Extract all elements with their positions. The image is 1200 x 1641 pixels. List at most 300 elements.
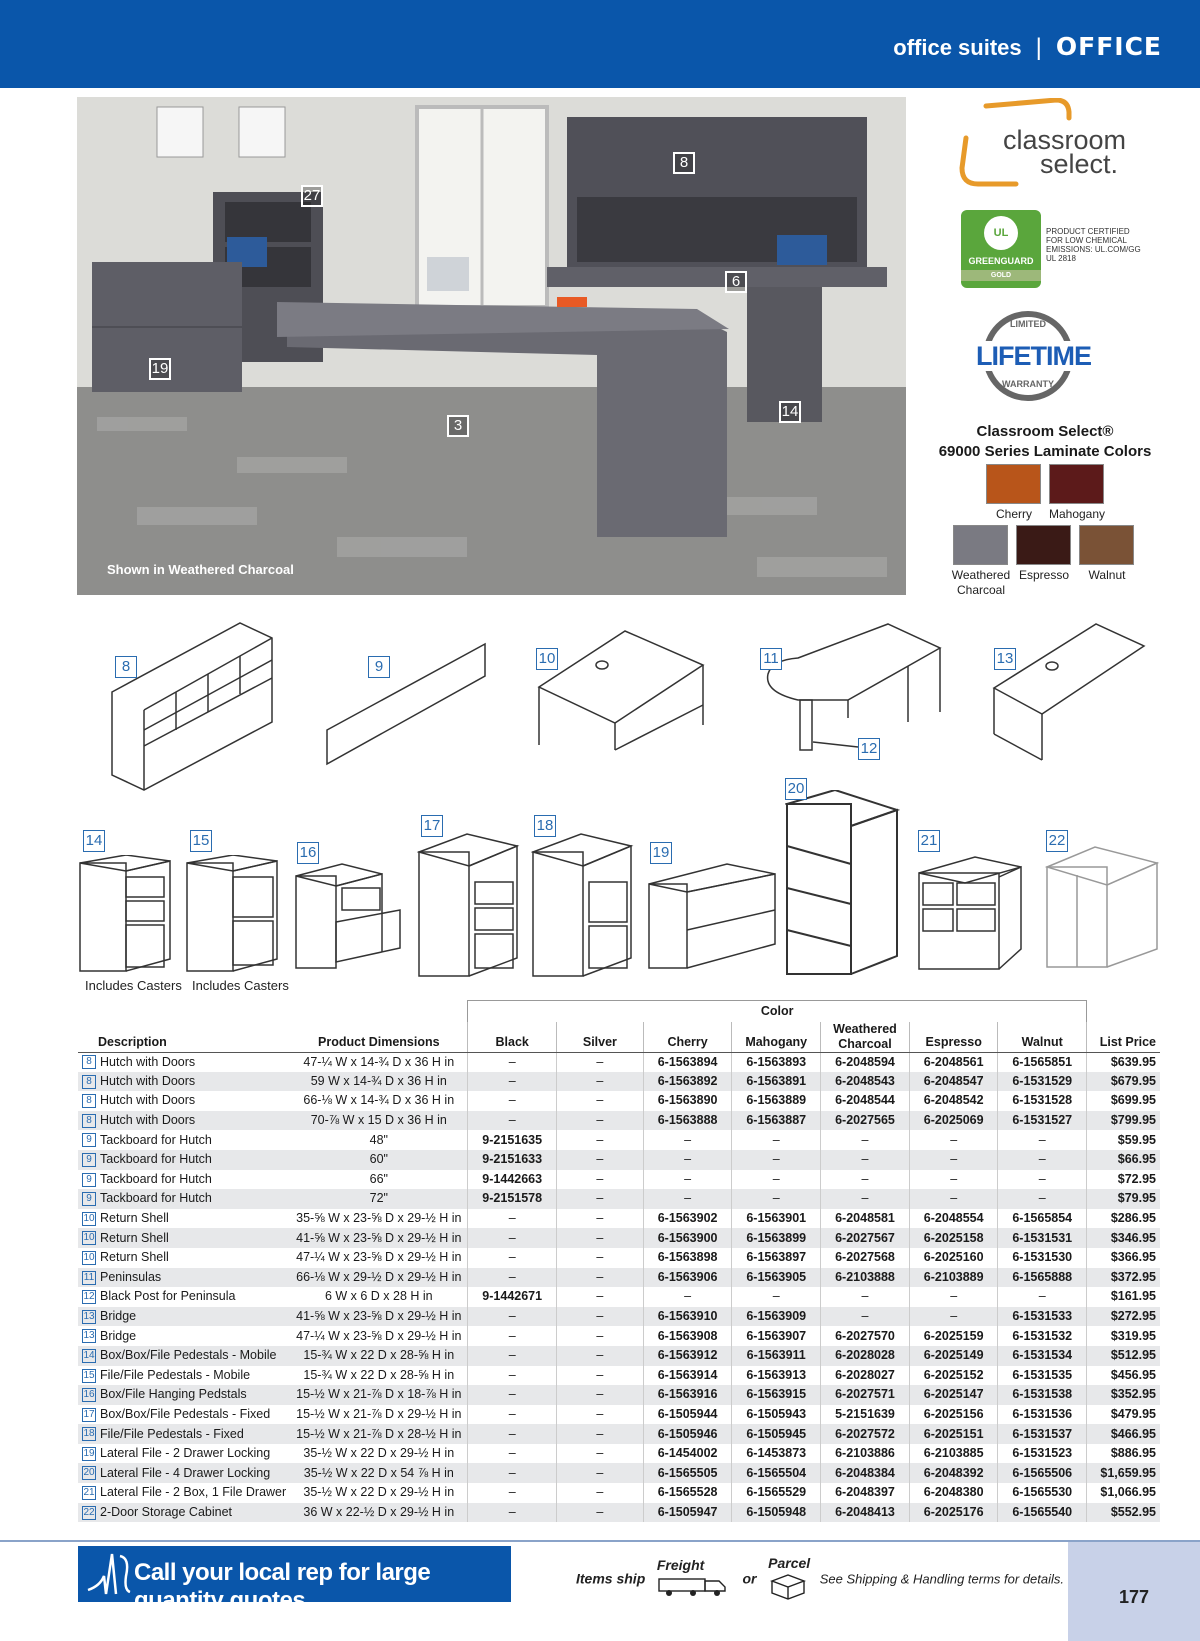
cell-silver: – [556, 1483, 643, 1503]
cell-silver: – [556, 1228, 643, 1248]
cell-description [78, 1444, 290, 1464]
drawing-box-box-file-mobile [78, 855, 173, 975]
cell-cherry: 6-1563916 [643, 1385, 732, 1405]
cell-weathered: 6-2048544 [821, 1091, 910, 1111]
drawing-lateral-file-2-drawer [647, 862, 777, 972]
callout-8: 8 [673, 152, 695, 174]
swatch-mahogany [1049, 464, 1104, 504]
cell-silver: – [556, 1170, 643, 1190]
cell-price: $59.95 [1087, 1130, 1160, 1150]
cell-description [78, 1346, 290, 1366]
row-description: Return Shell [100, 1211, 169, 1226]
drawing-peninsula [758, 622, 948, 762]
cell-espresso: – [909, 1307, 998, 1327]
cell-dims: 35-½ W x 22 D x 29-½ H in [303, 1485, 455, 1500]
cell-description [78, 1463, 290, 1483]
row-description: Tackboard for Hutch [100, 1132, 212, 1147]
cell-cherry: 6-1563900 [643, 1228, 732, 1248]
office-scene-illustration [77, 97, 906, 595]
row-description: Tackboard for Hutch [100, 1171, 212, 1186]
cell-silver: – [556, 1503, 643, 1523]
row-item-number: 9 [82, 1192, 96, 1206]
cell-cherry: 6-1563890 [643, 1091, 732, 1111]
cell-cherry: 6-1505947 [643, 1503, 732, 1523]
cell-espresso: 6-2025151 [909, 1424, 998, 1444]
cell-walnut: 6-1531529 [998, 1072, 1087, 1092]
cell-cherry: 6-1563914 [643, 1366, 732, 1386]
cell-description [78, 1189, 290, 1209]
lifetime-warranty-badge [976, 311, 1091, 401]
swatch-label-weathered-line-1: Weathered [951, 568, 1011, 582]
cell-mahogany: 6-1563901 [732, 1209, 821, 1229]
cell-weathered: 6-2027565 [821, 1111, 910, 1131]
cell-dims: 47-¼ W x 14-¾ D x 36 H in [303, 1054, 455, 1069]
cell-price: $79.95 [1087, 1189, 1160, 1209]
category-title: OFFICE [1055, 32, 1162, 61]
cell-weathered: 6-2028027 [821, 1366, 910, 1386]
cell-description [78, 1248, 290, 1268]
cell-price: $272.95 [1087, 1307, 1160, 1327]
row-item-number: 11 [83, 1271, 95, 1283]
rep-banner-text: Call your local rep for large quantity quotes. [134, 1559, 431, 1614]
cell-mahogany: 6-1563891 [732, 1072, 821, 1092]
cell-description [78, 1091, 290, 1111]
cell-espresso: 6-2025159 [909, 1326, 998, 1346]
table-row [78, 1170, 1160, 1190]
cell-walnut: – [998, 1130, 1087, 1150]
cell-black: – [468, 1268, 557, 1288]
row-description: Peninsulas [100, 1269, 162, 1284]
cell-black: – [468, 1228, 557, 1248]
row-item-number: 8 [82, 1114, 96, 1128]
drawing-tackboard [323, 640, 493, 770]
col-dimensions: Product Dimensions [290, 1022, 468, 1053]
cell-walnut: – [998, 1150, 1087, 1170]
table-row [78, 1209, 1160, 1229]
cell-espresso: 6-2103889 [909, 1268, 998, 1288]
ul-icon: UL [984, 216, 1018, 250]
swatch-label-espresso: Espresso [1018, 568, 1070, 582]
cell-dims: 15-½ W x 21-⅞ D x 28-½ H in [290, 1424, 468, 1444]
cell-espresso: 6-2025156 [909, 1405, 998, 1425]
cell-walnut: – [998, 1170, 1087, 1190]
rep-logo-icon [82, 1546, 132, 1602]
cell-mahogany: 6-1505943 [732, 1405, 821, 1425]
page-number: 177 [1118, 1587, 1150, 1607]
cell-silver: – [556, 1444, 643, 1464]
row-description: Lateral File - 2 Drawer Locking [100, 1446, 271, 1461]
warranty-lifetime: LIFETIME [976, 341, 1091, 371]
laminate-colors-title [930, 422, 1160, 462]
cell-black: – [468, 1463, 557, 1483]
cell-cherry: 6-1563892 [643, 1072, 732, 1092]
cell-walnut: 6-1531535 [998, 1366, 1087, 1386]
row-item-number: 12 [83, 1291, 95, 1303]
cell-dims: 15-½ W x 21-⅞ D x 29-½ H in [296, 1406, 462, 1421]
swatch-label-cherry: Cherry [995, 507, 1032, 521]
col-silver: Silver [556, 1022, 643, 1053]
cell-black: – [468, 1483, 557, 1503]
col-mahogany: Mahogany [732, 1022, 821, 1053]
row-item-number: 22 [83, 1506, 95, 1518]
cell-espresso: 6-2025069 [909, 1111, 998, 1131]
row-item-number: 8 [82, 1094, 96, 1108]
cell-description [78, 1228, 290, 1248]
table-row [78, 1072, 1160, 1092]
callout-3: 3 [447, 415, 469, 437]
row-item-number: 14 [83, 1349, 95, 1361]
cell-walnut: 6-1531523 [998, 1444, 1087, 1464]
cell-espresso: 6-2025158 [909, 1228, 998, 1248]
logo-line-2: select. [1039, 149, 1118, 179]
cell-black: – [468, 1346, 557, 1366]
cell-silver: – [556, 1405, 643, 1425]
col-black: Black [468, 1022, 557, 1053]
cell-espresso: 6-2048380 [909, 1483, 998, 1503]
cell-description [78, 1405, 290, 1425]
cell-description [78, 1111, 290, 1131]
drawing-box-box-file-fixed [417, 832, 522, 980]
cell-price: $886.95 [1087, 1444, 1160, 1464]
table-row [78, 1503, 1160, 1523]
cell-mahogany: – [732, 1170, 821, 1190]
cell-black: – [468, 1209, 557, 1229]
cell-weathered: – [821, 1170, 910, 1190]
swatch-label-weathered-charcoal [945, 568, 1017, 598]
cell-cherry: 6-1565528 [643, 1483, 732, 1503]
cell-walnut: 6-1565506 [998, 1463, 1087, 1483]
cell-mahogany: 6-1563899 [732, 1228, 821, 1248]
cell-walnut: 6-1531532 [998, 1326, 1087, 1346]
cell-description [78, 1072, 290, 1092]
cell-mahogany: – [732, 1130, 821, 1150]
cell-cherry: 6-1565505 [643, 1463, 732, 1483]
cell-mahogany: 6-1563911 [732, 1346, 821, 1366]
cell-black: – [468, 1405, 557, 1425]
shipping-note: See Shipping & Handling terms for details. [819, 1571, 1064, 1587]
cell-black: 9-2151635 [468, 1130, 557, 1150]
table-row [78, 1366, 1160, 1386]
cell-weathered: – [821, 1130, 910, 1150]
cell-silver: – [556, 1287, 643, 1307]
certification-text: PRODUCT CERTIFIED FOR LOW CHEMICAL EMISSIONS: UL.COM/GG UL 2818 [1046, 227, 1141, 263]
cell-espresso: 6-2025176 [909, 1503, 998, 1523]
cell-dims: 47-¼ W x 23-⅝ D x 29-½ H in [296, 1250, 462, 1265]
table-row [78, 1405, 1160, 1425]
item-number-19: 19 [650, 842, 672, 864]
row-item-number: 9 [82, 1173, 96, 1187]
cell-dims: 15-¾ W x 22 D x 28-⅝ H in [303, 1367, 455, 1382]
cell-price: $679.95 [1087, 1072, 1160, 1092]
product-table-body [78, 1052, 1160, 1522]
table-row [78, 1483, 1160, 1503]
table-row [78, 1326, 1160, 1346]
cell-weathered: 6-2103886 [821, 1444, 910, 1464]
cell-silver: – [556, 1366, 643, 1386]
parcel-label: Parcel [768, 1555, 811, 1571]
cell-mahogany: – [732, 1150, 821, 1170]
cell-dims: 6 W x 6 D x 28 H in [324, 1289, 433, 1304]
box-icon [764, 1571, 812, 1601]
hero-caption: Shown in Weathered Charcoal [107, 562, 294, 577]
cell-mahogany: 6-1563893 [732, 1052, 821, 1072]
greenguard-gold: GOLD [961, 270, 1041, 281]
cell-price: $286.95 [1087, 1209, 1160, 1229]
row-item-number: 8 [82, 1055, 96, 1069]
cell-black: – [468, 1444, 557, 1464]
cell-silver: – [556, 1307, 643, 1327]
cell-dims: 66-⅛ W x 14-¾ D x 36 H in [303, 1093, 455, 1108]
cell-espresso: 6-2025149 [909, 1346, 998, 1366]
cell-silver: – [556, 1150, 643, 1170]
cell-walnut: 6-1531531 [998, 1228, 1087, 1248]
cell-black: 9-1442663 [468, 1170, 557, 1190]
cell-weathered: 6-2028028 [821, 1346, 910, 1366]
cell-price: $366.95 [1087, 1248, 1160, 1268]
footer-rule [0, 1540, 1200, 1542]
cell-mahogany: 6-1563909 [732, 1307, 821, 1327]
cell-cherry: – [643, 1170, 732, 1190]
row-description: Hutch with Doors [100, 1093, 196, 1108]
item-number-8: 8 [115, 656, 137, 678]
cell-espresso: 6-2103885 [909, 1444, 998, 1464]
cell-mahogany: – [732, 1189, 821, 1209]
callout-6: 6 [725, 271, 747, 293]
drawing-return-shell [535, 625, 705, 755]
cell-dims: 60" [290, 1150, 468, 1170]
cell-price: $1,066.95 [1087, 1483, 1160, 1503]
row-description: Bridge [100, 1328, 137, 1343]
drawing-box-file-hanging [292, 862, 407, 972]
table-row [78, 1268, 1160, 1288]
table-row [78, 1287, 1160, 1307]
item-number-22: 22 [1046, 830, 1068, 852]
cell-black: – [468, 1326, 557, 1346]
cell-silver: – [556, 1326, 643, 1346]
cell-price: $352.95 [1087, 1385, 1160, 1405]
cell-dims: 36 W x 22-½ D x 29-½ H in [290, 1503, 468, 1523]
cell-weathered: 6-2027571 [821, 1385, 910, 1405]
cell-description [78, 1150, 290, 1170]
item-number-15: 15 [190, 830, 212, 852]
cell-black: – [468, 1385, 557, 1405]
table-row [78, 1424, 1160, 1444]
casters-label-14: Includes Casters [85, 978, 182, 993]
swatch-label-walnut: Walnut [1088, 568, 1126, 582]
items-ship-label: Items ship [576, 1570, 646, 1587]
cell-price: $512.95 [1087, 1346, 1160, 1366]
cell-cherry: 6-1563898 [643, 1248, 732, 1268]
row-description: Hutch with Doors [100, 1073, 196, 1088]
cell-silver: – [556, 1385, 643, 1405]
cell-description [78, 1130, 290, 1150]
col-list-price: List Price [1087, 1022, 1160, 1053]
freight-truck-icon [653, 1557, 735, 1595]
cell-espresso: – [909, 1150, 998, 1170]
cell-description [78, 1209, 290, 1229]
row-description: File/File Pedestals - Fixed [100, 1426, 244, 1441]
cell-silver: – [556, 1111, 643, 1131]
cell-mahogany: 6-1565529 [732, 1483, 821, 1503]
row-item-number: 13 [83, 1330, 95, 1342]
cell-weathered: 5-2151639 [821, 1405, 910, 1425]
cell-price: $479.95 [1087, 1405, 1160, 1425]
cell-cherry: – [643, 1130, 732, 1150]
row-description: Lateral File - 2 Box, 1 File Drawer [100, 1485, 287, 1500]
col-weathered-line-1: Weathered [833, 1021, 897, 1036]
cell-silver: – [556, 1424, 643, 1444]
cell-weathered: 6-2048594 [821, 1052, 910, 1072]
cell-mahogany: 6-1505948 [732, 1503, 821, 1523]
row-description: Black Post for Peninsula [100, 1289, 236, 1304]
cell-cherry: – [643, 1189, 732, 1209]
cell-dims: 59 W x 14-¾ D x 36 H in [290, 1072, 468, 1092]
cell-description [78, 1052, 290, 1072]
shipping-info [576, 1555, 1064, 1595]
cell-mahogany: 6-1563887 [732, 1111, 821, 1131]
cell-black: – [468, 1052, 557, 1072]
swatch-walnut [1079, 525, 1134, 565]
cell-silver: – [556, 1346, 643, 1366]
drawing-2-door-storage-cabinet [1045, 845, 1160, 975]
laminate-title-line-2: 69000 Series Laminate Colors [938, 443, 1152, 460]
cell-espresso: – [909, 1130, 998, 1150]
cell-cherry: – [643, 1150, 732, 1170]
swatch-weathered-charcoal [953, 525, 1008, 565]
item-number-10: 10 [536, 648, 558, 670]
section-title: office suites [893, 35, 1022, 60]
cell-dims: 35-½ W x 22 D x 54 ⅞ H in [290, 1463, 468, 1483]
cell-walnut: 6-1565530 [998, 1483, 1087, 1503]
row-item-number: 19 [83, 1447, 95, 1459]
truck-icon [653, 1571, 735, 1601]
freight-label: Freight [656, 1557, 705, 1573]
cell-dims: 48" [369, 1132, 388, 1147]
swatch-cherry [986, 464, 1041, 504]
item-number-13: 13 [994, 648, 1016, 670]
cell-mahogany: 6-1563907 [732, 1326, 821, 1346]
table-row [78, 1463, 1160, 1483]
table-row [78, 1346, 1160, 1366]
table-row [78, 1307, 1160, 1327]
cell-cherry: 6-1563902 [643, 1209, 732, 1229]
cell-black: – [468, 1091, 557, 1111]
drawing-file-file-fixed [531, 832, 636, 980]
cell-mahogany: 6-1505945 [732, 1424, 821, 1444]
cell-price: $319.95 [1087, 1326, 1160, 1346]
table-row [78, 1150, 1160, 1170]
cell-weathered: 6-2048413 [821, 1503, 910, 1523]
cell-silver: – [556, 1052, 643, 1072]
quantity-quote-banner [78, 1546, 511, 1614]
cell-walnut: 6-1531534 [998, 1346, 1087, 1366]
cell-silver: – [556, 1072, 643, 1092]
cell-walnut: 6-1531527 [998, 1111, 1087, 1131]
row-item-number: 16 [83, 1389, 95, 1401]
cell-dims: 66" [369, 1171, 388, 1186]
cell-espresso: – [909, 1189, 998, 1209]
laminate-title-line-1: Classroom Select® [976, 423, 1114, 440]
cell-cherry: 6-1505946 [643, 1424, 732, 1444]
row-description: Return Shell [100, 1250, 169, 1265]
classroom-select-logo [956, 98, 1146, 188]
cell-description [78, 1424, 290, 1444]
cell-walnut: 6-1531528 [998, 1091, 1087, 1111]
col-walnut: Walnut [998, 1022, 1087, 1053]
cell-weathered: 6-2048581 [821, 1209, 910, 1229]
cell-silver: – [556, 1248, 643, 1268]
cell-cherry: 6-1563894 [643, 1052, 732, 1072]
product-table [78, 1000, 1160, 1522]
cell-espresso: – [909, 1170, 998, 1190]
cell-description [78, 1268, 290, 1288]
drawing-lateral-file-4-drawer [785, 790, 900, 980]
cell-dims: 72" [290, 1189, 468, 1209]
row-description: Box/File Hanging Pedstals [100, 1387, 247, 1402]
cell-dims: 35-½ W x 22 D x 29-½ H in [303, 1446, 455, 1461]
cell-espresso: 6-2048392 [909, 1463, 998, 1483]
cell-mahogany: 6-1563915 [732, 1385, 821, 1405]
cell-price: $161.95 [1087, 1287, 1160, 1307]
cell-walnut: 6-1531537 [998, 1424, 1087, 1444]
swatch-espresso [1016, 525, 1071, 565]
row-description: Hutch with Doors [100, 1113, 196, 1128]
cell-weathered: – [821, 1307, 910, 1327]
item-number-17: 17 [421, 815, 443, 837]
cell-mahogany: 6-1453873 [732, 1444, 821, 1464]
cell-description [78, 1287, 290, 1307]
cell-mahogany: 6-1563913 [732, 1366, 821, 1386]
col-cherry: Cherry [643, 1022, 732, 1053]
cell-black: – [468, 1503, 557, 1523]
row-description: Bridge [100, 1309, 137, 1324]
cell-weathered: 6-2027567 [821, 1228, 910, 1248]
table-row [78, 1111, 1160, 1131]
cell-description [78, 1483, 290, 1503]
row-description: 2-Door Storage Cabinet [100, 1504, 233, 1519]
col-description: Description [78, 1022, 290, 1053]
cell-cherry: 6-1505944 [643, 1405, 732, 1425]
cell-price: $72.95 [1087, 1170, 1160, 1190]
cell-description [78, 1503, 290, 1523]
row-description: Tackboard for Hutch [100, 1191, 212, 1206]
row-description: Tackboard for Hutch [100, 1152, 212, 1167]
cell-mahogany: 6-1565504 [732, 1463, 821, 1483]
drawing-file-file-mobile [185, 855, 280, 975]
row-item-number: 9 [82, 1153, 96, 1167]
cell-mahogany: 6-1563889 [732, 1091, 821, 1111]
cell-price: $456.95 [1087, 1366, 1160, 1386]
cell-description [78, 1385, 290, 1405]
cell-espresso: 6-2025160 [909, 1248, 998, 1268]
cell-dims: 41-⅝ W x 23-⅝ D x 29-½ H in [290, 1228, 468, 1248]
cell-black: 9-2151578 [468, 1189, 557, 1209]
cell-dims: 15-½ W x 21-⅞ D x 18-⅞ H in [290, 1385, 468, 1405]
greenguard-label: GREENGUARD [968, 256, 1034, 266]
cell-black: 9-1442671 [468, 1287, 557, 1307]
cell-black: – [468, 1424, 557, 1444]
callout-19: 19 [149, 358, 171, 380]
cell-cherry: 6-1563910 [643, 1307, 732, 1327]
cell-description [78, 1326, 290, 1346]
cell-espresso: 6-2048547 [909, 1072, 998, 1092]
cell-weathered: – [821, 1150, 910, 1170]
row-item-number: 8 [82, 1075, 96, 1089]
cell-weathered: 6-2048397 [821, 1483, 910, 1503]
swatch-label-mahogany: Mahogany [1048, 507, 1106, 521]
cell-dims: 15-¾ W x 22 D x 28-⅝ H in [290, 1346, 468, 1366]
table-row [78, 1091, 1160, 1111]
